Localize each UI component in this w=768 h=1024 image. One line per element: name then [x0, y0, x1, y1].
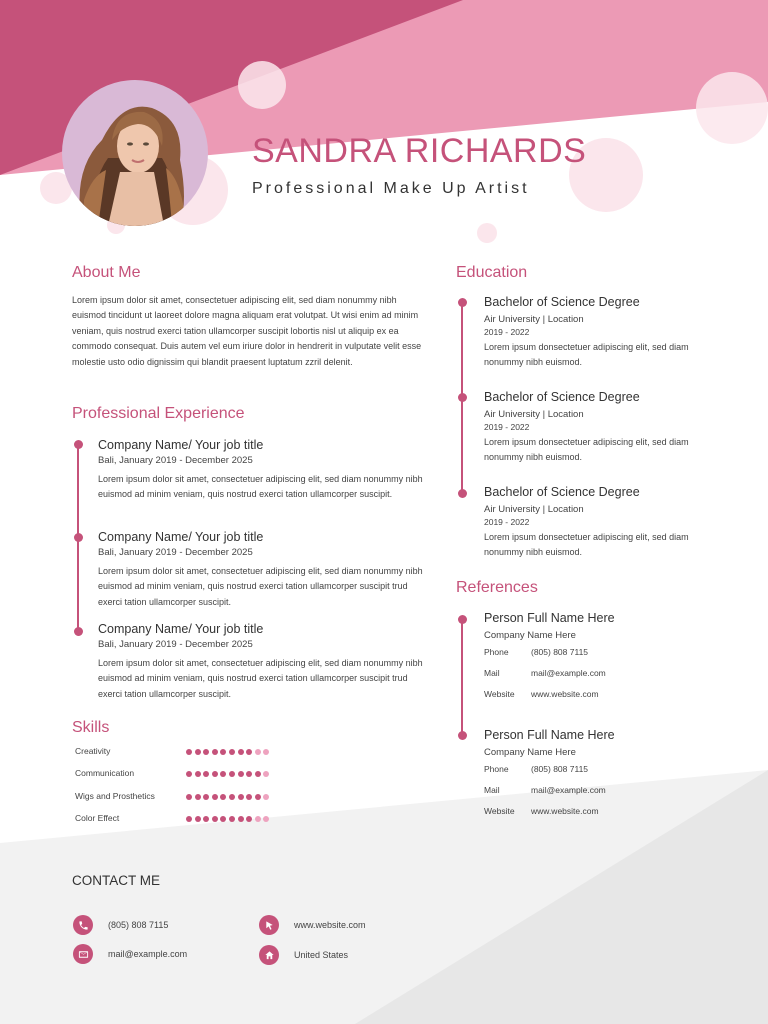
- skill-dot-filled: [195, 794, 201, 800]
- skill-dot-empty: [255, 816, 261, 822]
- skill-dot-filled: [238, 794, 244, 800]
- experience-timeline-dot: [74, 440, 83, 449]
- contact-heading: CONTACT ME: [72, 873, 161, 888]
- reference-company: Company Name Here: [484, 747, 576, 758]
- skill-dot-filled: [229, 794, 235, 800]
- skills-heading: Skills: [72, 719, 110, 736]
- experience-timeline-dot: [74, 533, 83, 542]
- skill-dot-filled: [238, 816, 244, 822]
- education-school: Air University | Location: [484, 504, 584, 515]
- reference-phone-row: [484, 764, 724, 785]
- skill-dot-filled: [220, 771, 226, 777]
- skill-label: Wigs and Prosthetics: [75, 790, 155, 801]
- education-school: Air University | Location: [484, 314, 584, 325]
- skill-dot-filled: [186, 816, 192, 822]
- education-school: Air University | Location: [484, 409, 584, 420]
- phone-icon: [73, 915, 93, 935]
- experience-meta: Bali, January 2019 - December 2025: [98, 547, 253, 558]
- skill-dot-filled: [203, 794, 209, 800]
- skill-rating: [186, 771, 272, 777]
- skill-dot-empty: [263, 816, 269, 822]
- skill-dot-filled: [203, 771, 209, 777]
- contact-website-text: www.website.com: [294, 920, 366, 930]
- reference-name: Person Full Name Here: [484, 611, 615, 625]
- skill-dot-empty: [263, 749, 269, 755]
- skill-row: [75, 813, 335, 835]
- skill-dot-filled: [195, 771, 201, 777]
- skill-dot-filled: [229, 749, 235, 755]
- skill-dot-filled: [220, 749, 226, 755]
- skill-dot-filled: [229, 771, 235, 777]
- skill-dot-filled: [246, 816, 252, 822]
- education-desc: Lorem ipsum donsectetuer adipiscing elit, sed diam nonummy nibh euismod.: [484, 342, 689, 368]
- contact-location-text: United States: [294, 950, 349, 960]
- skill-dot-empty: [263, 794, 269, 800]
- experience-desc: Lorem ipsum dolor sit amet, consectetuer adipiscing elit, sed diam nonummy nibh euismod ad minim veniam, quis nostrud exerci tation ullamcorper suscipit trud exerci tation ullamcorper suscipit.: [98, 658, 423, 699]
- reference-website-label: Website: [484, 806, 515, 816]
- experience-item: [98, 622, 428, 702]
- skill-rating: [186, 816, 272, 822]
- reference-website[interactable]: www.website.com: [531, 689, 599, 699]
- skill-row: [75, 791, 335, 813]
- skill-dot-filled: [246, 771, 252, 777]
- reference-item: [484, 611, 724, 710]
- education-item: [484, 295, 724, 371]
- skill-dot-filled: [186, 794, 192, 800]
- education-timeline-dot: [458, 489, 467, 498]
- reference-mail[interactable]: mail@example.com: [531, 668, 606, 678]
- about-heading: About Me: [72, 264, 141, 281]
- skill-rating: [186, 794, 272, 800]
- references-heading: References: [456, 579, 538, 596]
- skill-dot-filled: [246, 794, 252, 800]
- skill-dot-filled: [246, 749, 252, 755]
- reference-phone-label: Phone: [484, 647, 509, 657]
- skill-dot-filled: [212, 771, 218, 777]
- skill-row: [75, 768, 335, 790]
- reference-phone: (805) 808 7115: [531, 647, 589, 657]
- skill-rating: [186, 749, 272, 755]
- reference-website[interactable]: www.website.com: [531, 806, 599, 816]
- experience-meta: Bali, January 2019 - December 2025: [98, 639, 253, 650]
- reference-name: Person Full Name Here: [484, 728, 615, 742]
- skill-dot-filled: [212, 816, 218, 822]
- skill-label: Creativity: [75, 746, 111, 756]
- about-text: Lorem ipsum dolor sit amet, consectetuer adipiscing elit, sed diam nonummy nibh euismod tincidunt ut laoreet dolore magna aliquam erat volutpat. Ut wisi enim ad minim veniam, quis nostrud exerci tation ullamcorper suscipit lobortis nisl ut aliquip ex ea commodo consequat. Duis autem vel eum iriure dolor in hendrerit in vulputate velit esse molestie usto odio dignissim qui blandit praesent luptatum zzril delenit.: [72, 295, 422, 367]
- skill-label: Color Effect: [75, 812, 120, 823]
- education-timeline-dot: [458, 393, 467, 402]
- contact-phone[interactable]: [73, 915, 168, 935]
- education-years: 2019 - 2022: [484, 422, 530, 432]
- skill-dot-filled: [212, 794, 218, 800]
- skill-dot-filled: [212, 749, 218, 755]
- experience-item: [98, 530, 428, 610]
- candidate-role: Professional Make Up Artist: [252, 180, 530, 197]
- experience-desc: Lorem ipsum dolor sit amet, consectetuer adipiscing elit, sed diam nonummy nibh euismod ad minim veniam, quis nostrud exerci tation ullamcorper suscipit trud exerci tation ullamcorper suscipit.: [98, 566, 423, 607]
- skill-dot-filled: [255, 794, 261, 800]
- references-timeline-line: [461, 620, 463, 737]
- skills-list: [75, 746, 335, 835]
- skill-row: [75, 746, 335, 768]
- skill-dot-filled: [186, 749, 192, 755]
- reference-phone-row: [484, 647, 724, 668]
- skill-dot-filled: [195, 816, 201, 822]
- reference-mail-label: Mail: [484, 785, 500, 795]
- skill-dot-filled: [238, 771, 244, 777]
- skill-dot-filled: [186, 771, 192, 777]
- reference-website-label: Website: [484, 689, 515, 699]
- education-timeline-dot: [458, 298, 467, 307]
- education-heading: Education: [456, 264, 528, 281]
- profile-photo: [62, 80, 208, 226]
- references-timeline-dot: [458, 731, 467, 740]
- contact-website[interactable]: [259, 915, 366, 935]
- education-item: [484, 390, 724, 466]
- experience-meta: Bali, January 2019 - December 2025: [98, 455, 253, 466]
- reference-phone-label: Phone: [484, 764, 509, 774]
- experience-desc: Lorem ipsum dolor sit amet, consectetuer adipiscing elit, sed diam nonummy nibh euismod ad minim veniam, quis nostrud exerci tation ullamcorper suscipit.: [98, 474, 423, 500]
- experience-title: Company Name/ Your job title: [98, 438, 264, 452]
- reference-company: Company Name Here: [484, 630, 576, 641]
- skill-label: Communication: [75, 768, 135, 779]
- education-years: 2019 - 2022: [484, 327, 530, 337]
- reference-mail-label: Mail: [484, 668, 500, 678]
- candidate-name: SANDRA RICHARDS: [252, 132, 587, 170]
- reference-mail-row: [484, 668, 724, 689]
- experience-timeline-dot: [74, 627, 83, 636]
- skill-dot-filled: [238, 749, 244, 755]
- education-desc: Lorem ipsum donsectetuer adipiscing elit, sed diam nonummy nibh euismod.: [484, 437, 689, 463]
- contact-location: [259, 945, 348, 965]
- experience-item: [98, 438, 428, 503]
- references-timeline-dot: [458, 615, 467, 624]
- experience-heading: Professional Experience: [72, 405, 245, 422]
- education-years: 2019 - 2022: [484, 517, 530, 527]
- reference-phone: (805) 808 7115: [531, 764, 589, 774]
- skill-dot-filled: [255, 771, 261, 777]
- home-icon: [259, 945, 279, 965]
- skill-dot-filled: [229, 816, 235, 822]
- reference-website-row: [484, 689, 724, 710]
- reference-mail-row: [484, 785, 724, 806]
- skill-dot-filled: [195, 749, 201, 755]
- cursor-icon: [259, 915, 279, 935]
- skill-dot-filled: [203, 816, 209, 822]
- education-degree: Bachelor of Science Degree: [484, 390, 640, 404]
- reference-website-row: [484, 806, 724, 827]
- reference-item: [484, 728, 724, 827]
- envelope-icon: [73, 944, 93, 964]
- skill-dot-filled: [203, 749, 209, 755]
- contact-email[interactable]: [73, 944, 187, 964]
- education-degree: Bachelor of Science Degree: [484, 295, 640, 309]
- skill-dot-empty: [255, 749, 261, 755]
- contact-phone-text: (805) 808 7115: [108, 920, 169, 930]
- education-degree: Bachelor of Science Degree: [484, 485, 640, 499]
- skill-dot-filled: [220, 794, 226, 800]
- experience-title: Company Name/ Your job title: [98, 530, 264, 544]
- skill-dot-empty: [263, 771, 269, 777]
- education-item: [484, 485, 724, 561]
- education-desc: Lorem ipsum donsectetuer adipiscing elit, sed diam nonummy nibh euismod.: [484, 532, 689, 558]
- contact-email-text: mail@example.com: [108, 949, 188, 959]
- experience-title: Company Name/ Your job title: [98, 622, 264, 636]
- reference-mail[interactable]: mail@example.com: [531, 785, 606, 795]
- skill-dot-filled: [220, 816, 226, 822]
